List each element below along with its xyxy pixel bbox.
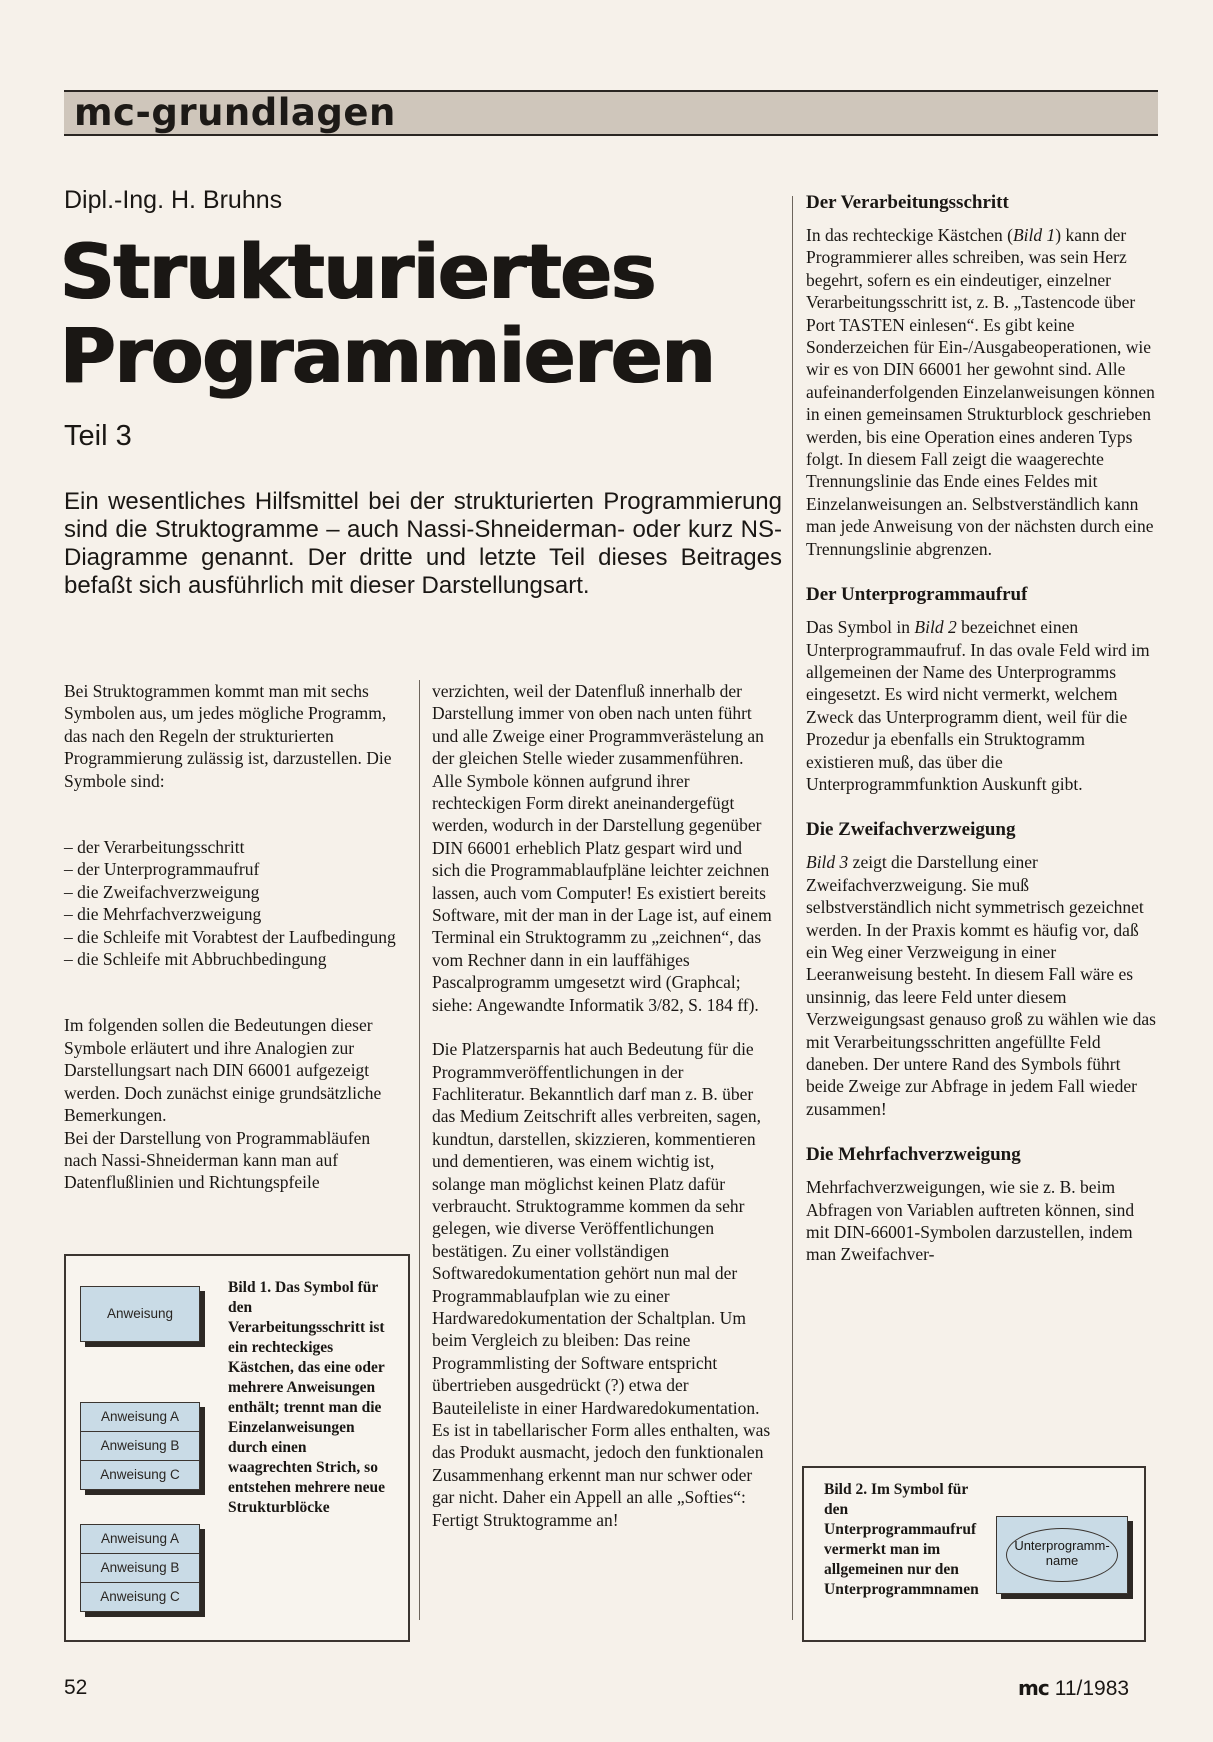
section-heading: Die Mehrfachverzweigung: [806, 1144, 1021, 1166]
column-divider: [419, 680, 420, 1620]
section-heading: Der Verarbeitungsschritt: [806, 192, 1009, 213]
page-number: 52: [64, 1676, 88, 1699]
text-column-1: [64, 680, 404, 1194]
paragraph: Bei der Darstellung von Programmabläufen nach Nassi-Shneiderman kann man auf Datenflußlinien und Richtungspfeile: [64, 1127, 371, 1193]
section-heading: Die Zweifachverzweigung: [806, 819, 1016, 841]
section-title: mc-grundlagen: [74, 91, 396, 134]
figure-ref: Bild 1: [1012, 225, 1056, 245]
title-line-2: Programmieren: [60, 311, 715, 400]
oval-label-line-1: Unterprogramm-: [1014, 1538, 1110, 1553]
magazine-logo: mc: [1018, 1676, 1049, 1700]
text-column-2: [432, 680, 772, 1531]
figure-2-caption: Bild 2. Im Symbol für den Unterprogrammaufruf vermerkt man im allgemeinen nur den Unterprogrammnamen: [824, 1481, 979, 1598]
figure-ref: Bild 2: [914, 617, 957, 638]
list-item: – der Verarbeitungsschritt: [64, 837, 245, 858]
article-part: Teil 3: [64, 420, 132, 452]
paragraph: verzichten, weil der Datenfluß innerhalb der Darstellung immer von oben nach unten führt und alle Zweige einer Programmverästelung an der gleichen Stelle wieder zusammenführen. Alle Symbole können aufgrund ihrer rechteckigen Form direkt aneinandergefügt werden, wodurch in der Darstellung gegenüber DIN 66001 erheblich Platz gespart wird und sich die Programmablaufpläne leichter zeichnen lassen, auch vom Computer! Es existiert bereits Software, mit der man in der Lage ist, auf einem Terminal ein Struktogramm zu „zeichnen“, das vom Rechner dann in ein lauffähiges Pascalprogramm umgesetzt wird (Graphcal; siehe: Angewandte Informatik 3/82, S. 184 ff).: [432, 681, 772, 1015]
figure-ref: Bild 3: [806, 852, 849, 873]
section-heading: Der Unterprogrammaufruf: [806, 584, 1028, 606]
author: Dipl.-Ing. H. Bruhns: [64, 186, 283, 214]
ns-row: Anweisung C: [100, 1589, 180, 1604]
ns-row: Anweisung A: [81, 1525, 199, 1554]
list-item: – die Mehrfachverzweigung: [64, 904, 262, 925]
paragraph: Im folgenden sollen die Bedeutungen dieser Symbole erläutert und ihre Analogien zur Darstellungsart nach DIN 66001 aufgezeigt werden. Doch zunächst einige grundsätzliche Bemerkungen.: [64, 1015, 382, 1126]
paragraph: Bei Struktogrammen kommt man mit sechs Symbolen aus, um jedes mögliche Programm, das nach den Regeln der strukturierten Programmierung zulässig ist, darzustellen. Die Symbole sind:: [64, 681, 392, 791]
ns-row: Anweisung B: [81, 1432, 199, 1461]
paragraph: Das Symbol in Bild 2 bezeichnet einen Unterprogrammaufruf. In das ovale Feld wird im allgemeinen der Name des Unterprogramms eingesetzt. Es wird nicht vermerkt, welchem Zweck das Unterprogramm dient, weil für die Prozedur ja ebenfalls ein Struktogramm existieren muß, das über die Unterprogrammfunktion Auskunft gibt.: [806, 617, 1150, 794]
paragraph: Die Platzersparnis hat auch Bedeutung für die Programmveröffentlichungen in der Fachliteratur. Bekanntlich darf man z. B. über das Medium Zeitschrift alles verbreiten, sagen, kundtun, darstellen, skizzieren, kommentieren und dementieren, was einem wichtig ist, solange man möglichst keinen Platz dafür verbraucht. Struktogramme kommen da sehr gelegen, wie diverse Veröffentlichungen bestätigen. Zu einer vollständigen Softwaredokumentation gehört nun mal der Programmablaufplan wie zu einer Hardwaredokumentation der Schaltplan. Um beim Vergleich zu bleiben: Das reine Programmlisting der Software entspricht übertrieben ausgedrückt (?) etwa der Bauteileliste in einer Hardwaredokumentation. Es ist in tabellarischer Form alles enthalten, was das Produkt ausmacht, jedoch den funktionalen Zusammenhang erkennt man nur schwer oder gar nicht. Daher ein Appell an alle „Softies“: Fertigt Struktogramme an!: [432, 1039, 771, 1530]
symbol-list: [64, 836, 404, 970]
oval-label-line-2: name: [1045, 1553, 1079, 1568]
issue-number: 11/1983: [1054, 1677, 1130, 1700]
list-item: – der Unterprogrammaufruf: [64, 859, 260, 880]
list-item: – die Zweifachverzweigung: [64, 881, 260, 902]
ns-row: Anweisung B: [81, 1554, 199, 1583]
ns-block-single: [80, 1286, 200, 1342]
article-title: [60, 227, 780, 400]
column-divider: [792, 196, 793, 1620]
issue-info: [1018, 1676, 1129, 1701]
paragraph: Mehrfachverzweigungen, wie sie z. B. beim Abfragen von Variablen auftreten können, sind mit DIN-66001-Symbolen darzustellen, indem man Zweifachver-: [806, 1177, 1135, 1265]
text-column-3: [806, 190, 1156, 1266]
ns-block-separated: [80, 1524, 200, 1612]
section-header-bar: [64, 90, 1158, 136]
ns-row: Anweisung C: [100, 1467, 180, 1482]
lead-paragraph: Ein wesentliches Hilfsmittel bei der strukturierten Programmierung sind die Struktogramme – auch Nassi-Shneiderman- oder kurz NS-Diagramme genannt. Der dritte und letzte Teil dieses Beitrages befaßt sich ausführlich mit dieser Darstellungsart.: [64, 488, 782, 599]
ns-block-label: Anweisung: [106, 1306, 174, 1321]
paragraph: In das rechteckige Kästchen (Bild 1) kann der Programmierer alles schreiben, was sein Herz begehrt, sofern es ein eindeutiger, einzelner Verarbeitungsschritt ist, z. B. „Tastencode über Port TASTEN einlesen“. Es gibt keine Sonderzeichen für Ein-/Ausgabeoperationen, wie wir es von DIN 66001 her gewohnt sind. Alle aufeinanderfolgenden Einzelanweisungen können in einen gemeinsamen Strukturblock geschrieben werden, bis eine Operation eines anderen Typs folgt. In diesem Fall zeigt die waagerechte Trennungslinie das Ende eines Feldes mit Einzelanweisungen an. Selbstverständlich kann man jede Anweisung von der nächsten durch eine Trennungslinie abgrenzen.: [806, 225, 1155, 559]
ns-block-group: [80, 1402, 200, 1490]
ns-row: Anweisung A: [81, 1403, 199, 1432]
subroutine-oval: [1006, 1528, 1118, 1582]
list-item: – die Schleife mit Abbruchbedingung: [64, 949, 327, 970]
list-item: – die Schleife mit Vorabtest der Laufbedingung: [64, 926, 396, 947]
title-line-1: Strukturiertes: [60, 227, 656, 316]
paragraph: Bild 3 zeigt die Darstellung einer Zweifachverzweigung. Sie muß selbstverständlich nicht symmetrisch gezeichnet werden. In der Praxis kommt es häufig vor, daß ein Weg einer Verzweigung in einer Leeranweisung besteht. In diesem Fall wäre es unsinnig, das leere Feld unter diesem Verzweigungsast genauso groß zu wählen wie das mit Verarbeitungsschritten angefüllte Feld daneben. Der untere Rand des Symbols führt beide Zweige zur Abfrage in jedem Fall wieder zusammen!: [806, 852, 1156, 1119]
figure-1-caption: Bild 1. Das Symbol für den Verarbeitungsschritt ist ein rechteckiges Kästchen, das eine oder mehrere Anweisungen enthält; trennt man die Einzelanweisungen durch einen waagrechten Strich, so entstehen mehrere neue Strukturblöcke: [228, 1279, 385, 1516]
